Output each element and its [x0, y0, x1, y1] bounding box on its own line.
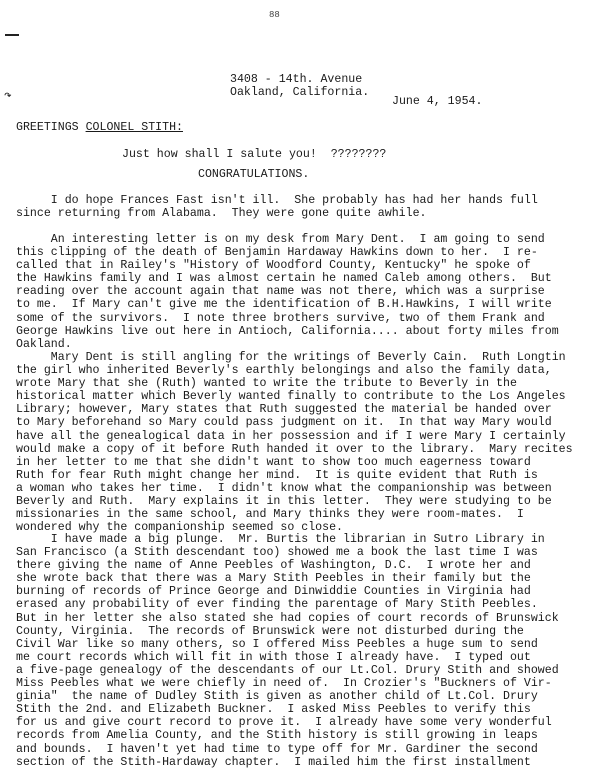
letter-date: June 4, 1954. — [392, 95, 483, 108]
paragraph-line: missionaries in the same school, and Mary thinks they were room-mates. I — [16, 508, 524, 522]
paragraph-line: section of the Stith-Hardaway chapter. I mailed him the first installment — [16, 755, 531, 769]
paragraph-line: wrote Mary that she (Ruth) wanted to write the tribute to Beverly in the — [16, 377, 517, 391]
paragraph-line: Civil War like so many others, so I offered Miss Peebles a huge sum to send — [16, 637, 538, 651]
paragraph-line: she wrote back that there was a Mary Stith Peebles in their family but the — [16, 572, 531, 586]
paragraph-line: George Hawkins live out here in Antioch, California.... about forty miles from — [16, 324, 559, 338]
paragraph-line: this clipping of the death of Benjamin Hardaway Hawkins down to her. I re- — [16, 246, 538, 260]
margin-squiggle-mark: ↷ — [4, 88, 12, 103]
paragraph-line: historical matter which Beverly wanted finally to contribute to the Los Angeles — [16, 390, 566, 404]
paragraph-line: County, Virginia. The records of Brunswick were not disturbed during the — [16, 624, 524, 638]
paragraph-line: Stith the 2nd. and Elizabeth Buckner. I asked Miss Peebles to verify this — [16, 703, 531, 717]
paragraph-3 — [16, 351, 591, 534]
paragraph-line: erased any probability of ever finding the parentage of Mary Stith Peebles. — [16, 598, 538, 612]
paragraph-line: records from Amelia County, and the Stith history is still growing in leaps — [16, 729, 538, 743]
paragraph-line: ginia" the name of Dudley Stith is given as another child of Lt.Col. Drury — [16, 690, 538, 704]
address-line-1: 3408 - 14th. Avenue — [230, 73, 363, 86]
greeting — [16, 121, 183, 134]
page-number: 88 — [269, 10, 280, 20]
paragraph-line: Ruth for fear Ruth might change her mind. It is quite evident that Ruth is — [16, 468, 538, 482]
paragraph-line: for us and give court record to prove it. I already have some very wonderful — [16, 716, 552, 730]
paragraph-line: Oakland. — [16, 337, 72, 351]
paragraph-line: Beverly and Ruth. Mary explains it in this letter. They were studying to be — [16, 495, 552, 509]
paragraph-line: in her letter to me that she didn't want to show too much eagerness toward — [16, 455, 531, 469]
paragraph-line: to Mary beforehand so Mary could pass judgment on it. In that way Mary would — [16, 416, 552, 430]
paragraph-line: An interesting letter is on my desk from Mary Dent. I am going to send — [16, 233, 545, 246]
paragraph-line: Miss Peebles what we were chiefly in need of. In Crozier's "Buckners of Vir- — [16, 677, 552, 691]
congratulations-line: CONGRATULATIONS. — [198, 168, 310, 181]
paragraph-line: since returning from Alabama. They were gone quite awhile. — [16, 207, 427, 221]
paragraph-line: would make a copy of it before Ruth handed it over to the library. Mary recites — [16, 442, 573, 456]
paragraph-line: San Francisco (a Stith descendant too) showed me a book the last time I was — [16, 546, 538, 560]
paragraph-2 — [16, 233, 591, 351]
paragraph-line: I do hope Frances Fast isn't ill. She probably has had her hands full — [16, 194, 538, 207]
paragraph-line: there giving the name of Anne Peebles of Washington, D.C. I wrote her and — [16, 559, 531, 573]
paragraph-line: the Hawkins family and I was almost certain he named Caleb among others. But — [16, 272, 552, 286]
margin-dash-mark — [5, 34, 19, 36]
sender-address — [230, 73, 369, 99]
paragraph-line: the girl who inherited Beverly's earthly belongings and also the family data, — [16, 364, 552, 378]
paragraph-line: a woman who takes her time. I didn't know what the companionship was between — [16, 481, 552, 495]
paragraph-line: me court records which will fit in with those I already have. I typed out — [16, 650, 531, 664]
paragraph-line: wondered why the companionship seemed so close. — [16, 521, 343, 535]
paragraph-line: have all the genealogical data in her possession and if I were Mary I certainly — [16, 429, 566, 443]
address-line-2: Oakland, California. — [230, 86, 370, 100]
paragraph-line: some of the survivors. I note three brothers survive, two of them Frank and — [16, 311, 545, 325]
greeting-prefix: GREETINGS — [16, 121, 86, 134]
paragraph-line: a five-page genealogy of the descendants of our Lt.Col. Drury Stith and showed — [16, 663, 559, 677]
greeting-name: COLONEL STITH: — [85, 121, 183, 134]
paragraph-line: reading over the account again that name was not there, which was a surprise — [16, 285, 545, 299]
salute-line: Just how shall I salute you! ???????? — [122, 148, 387, 161]
paragraph-line: burning of records of Prince George and Dinwiddie Counties in Virginia had — [16, 585, 531, 599]
paragraph-4 — [16, 533, 591, 769]
paragraph-line: Library; however, Mary states that Ruth suggested the material be handed over — [16, 403, 552, 417]
paragraph-line: and bounds. I haven't yet had time to type off for Mr. Gardiner the second — [16, 742, 538, 756]
paragraph-line: But in her letter she also stated she had copies of court records of Brunswick — [16, 611, 559, 625]
paragraph-line: I have made a big plunge. Mr. Burtis the librarian in Sutro Library in — [16, 533, 545, 546]
paragraph-line: to me. If Mary can't give me the identification of B.H.Hawkins, I will write — [16, 298, 552, 312]
paragraph-1 — [16, 194, 591, 220]
paragraph-line: Mary Dent is still angling for the writings of Beverly Cain. Ruth Longtin — [16, 351, 566, 364]
paragraph-line: called that in Railey's "History of Woodford County, Kentucky" he spoke of — [16, 259, 531, 273]
